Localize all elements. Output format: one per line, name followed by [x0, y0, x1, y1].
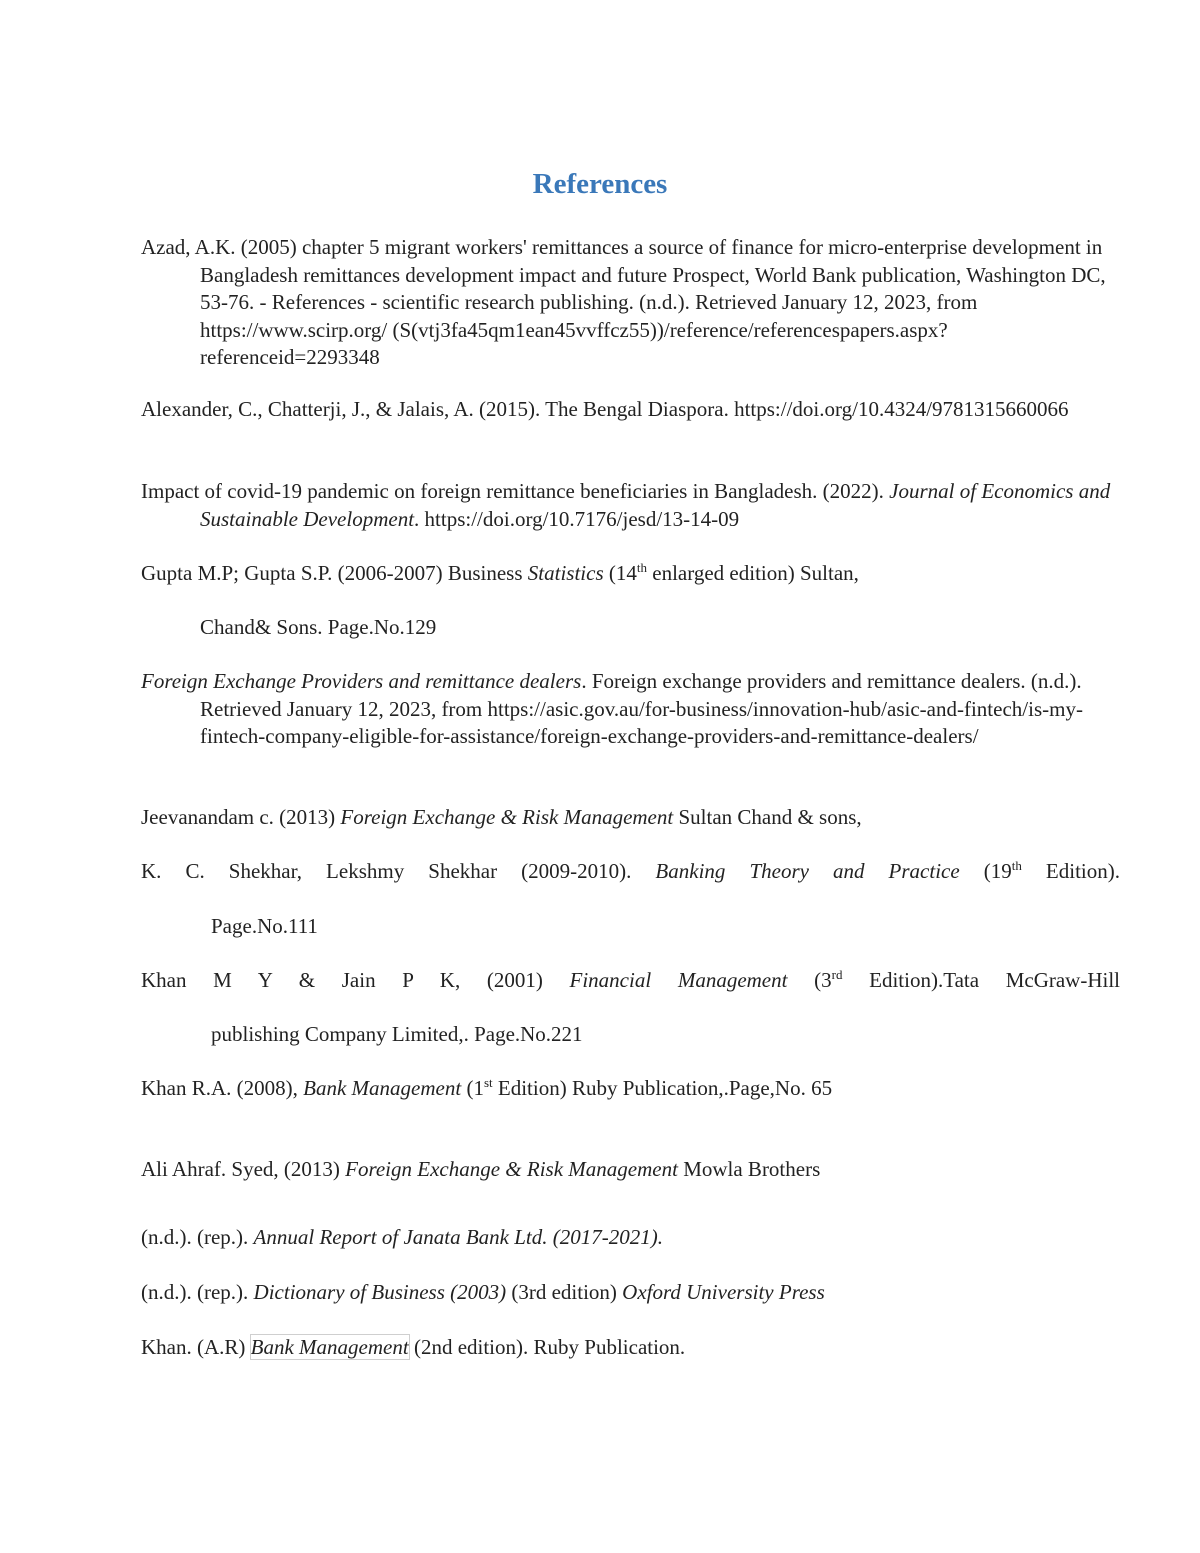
reference-text: . https://doi.org/10.7176/jesd/13-14-09 — [414, 506, 740, 531]
reference-text: Khan M Y & Jain P K, (2001) — [141, 968, 570, 992]
report-title: Annual Report of Janata Bank Ltd. (2017-2021). — [253, 1225, 663, 1249]
reference-text: (1 — [461, 1076, 484, 1100]
reference-text: (n.d.). (rep.). — [141, 1280, 254, 1304]
publisher-name: Oxford University Press — [622, 1280, 825, 1304]
reference-shekhar — [141, 858, 1120, 886]
reference-text: Ali Ahraf. Syed, (2013) — [141, 1157, 346, 1181]
reference-text: Edition) Ruby Publication,.Page,No. 65 — [492, 1076, 833, 1100]
reference-text: . Foreign exchange providers and remittance dealers. (n.d.). Retrieved January 12, 2023, from https://asic.gov.au/for-business/innovation-hub/asic-and-fintech/is-my-fintech-company-eligible-for-assistance/foreign-exchange-providers-and-remittance-dealers/ — [200, 669, 1083, 748]
superscript: st — [483, 1075, 493, 1090]
reference-text: K. C. Shekhar, Lekshmy Shekhar (2009-2010). — [141, 859, 656, 883]
superscript: th — [636, 560, 647, 575]
book-title: Foreign Exchange & Risk Management — [345, 1157, 678, 1181]
reference-text: (2nd edition). Ruby Publication. — [408, 1335, 686, 1359]
reference-dictionary — [141, 1279, 1120, 1307]
reference-khan-jain — [141, 967, 1120, 995]
superscript: th — [1011, 858, 1022, 873]
book-title: Bank Management — [303, 1076, 462, 1100]
reference-text: enlarged edition) Sultan, — [647, 561, 859, 585]
webpage-title: Foreign Exchange Providers and remittance dealers — [141, 669, 582, 693]
reference-text: Mowla Brothers — [677, 1157, 821, 1181]
reference-janata — [141, 1224, 1120, 1252]
page-title: References — [532, 168, 668, 200]
reference-alexander: Alexander, C., Chatterji, J., & Jalais, A. (2015). The Bengal Diaspora. https://doi.org/10.4324/9781315660066 — [141, 397, 1069, 421]
book-title: Statistics — [527, 561, 604, 585]
superscript: rd — [831, 967, 843, 982]
reference-gupta-continuation: Chand& Sons. Page.No.129 — [200, 615, 437, 639]
reference-text: Edition).Tata McGraw-Hill — [842, 968, 1120, 992]
reference-khan-ar — [141, 1334, 1120, 1362]
reference-text: Sultan Chand & sons, — [673, 805, 862, 829]
book-title: Banking Theory and Practice — [655, 859, 960, 883]
reference-text: (19 — [959, 859, 1012, 883]
reference-text: Gupta M.P; Gupta S.P. (2006-2007) Business — [141, 561, 528, 585]
reference-covid-impact — [141, 478, 1120, 533]
journal-title: Journal of Economics and Sustainable Development — [200, 479, 1111, 531]
book-title: Bank Management — [250, 1335, 409, 1359]
reference-text: (14 — [603, 561, 637, 585]
reference-syed — [141, 1156, 1120, 1184]
reference-text: (3 — [787, 968, 832, 992]
book-title: Financial Management — [569, 968, 788, 992]
book-title: Foreign Exchange & Risk Management — [340, 805, 674, 829]
book-title: Dictionary of Business (2003) — [253, 1280, 507, 1304]
reference-shekhar-continuation: Page.No.111 — [211, 914, 318, 938]
reference-jeevanandam — [141, 804, 1120, 832]
reference-khan-ra — [141, 1075, 1120, 1103]
reference-text: Jeevanandam c. (2013) — [141, 805, 341, 829]
reference-gupta — [141, 560, 1120, 588]
reference-text: Edition). — [1021, 859, 1120, 883]
reference-text: Khan R.A. (2008), — [141, 1076, 304, 1100]
reference-asic — [141, 668, 1120, 751]
reference-khan-jain-continuation: publishing Company Limited,. Page.No.221 — [211, 1022, 583, 1046]
reference-text: (n.d.). (rep.). — [141, 1225, 254, 1249]
reference-azad: Azad, A.K. (2005) chapter 5 migrant workers' remittances a source of finance for micro-enterprise development in Bangladesh remittances development impact and future Prospect, World Bank publication, Washington DC, 53-76. - References - scientific research publishing. (n.d.). Retrieved January 12, 2023, from https://www.scirp.org/ (S(vtj3fa45qm1ean45vvffcz55))/reference/referencespapers.aspx?referenceid=2293348 — [141, 235, 1106, 369]
reference-text: (3rd edition) — [506, 1280, 623, 1304]
reference-text: Khan. (A.R) — [141, 1335, 251, 1359]
reference-text: Impact of covid-19 pandemic on foreign remittance beneficiaries in Bangladesh. (2022). — [141, 479, 890, 503]
